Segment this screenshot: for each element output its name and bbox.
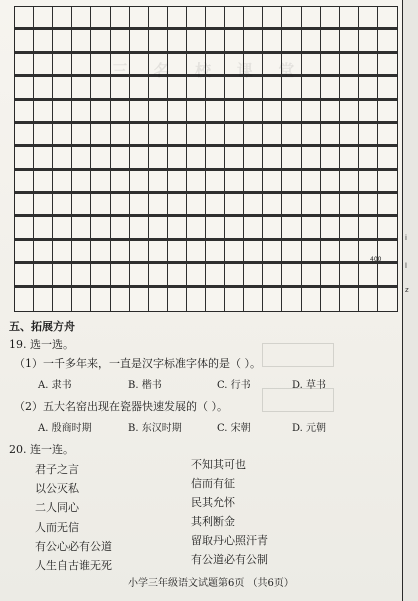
- grid-cell: [244, 147, 263, 170]
- grid-cell: [187, 241, 206, 264]
- grid-cell: [340, 171, 359, 194]
- grid-cell: [53, 147, 72, 170]
- grid-cell: [111, 124, 130, 147]
- grid-cell: [340, 217, 359, 240]
- grid-cell: [149, 217, 168, 240]
- grid-cell: [187, 147, 206, 170]
- grid-cell: [53, 77, 72, 100]
- grid-cell: [111, 217, 130, 240]
- grid-cell: [282, 30, 301, 53]
- grid-cell: [149, 30, 168, 53]
- grid-cell: [130, 241, 149, 264]
- grid-cell: [378, 54, 397, 77]
- grid-cell: [34, 241, 53, 264]
- grid-cell: [321, 77, 340, 100]
- grid-cell: [187, 171, 206, 194]
- grid-cell: [72, 171, 91, 194]
- grid-cell: [168, 124, 187, 147]
- grid-cell: [168, 30, 187, 53]
- grid-cell: [91, 264, 110, 287]
- grid-cell: [53, 54, 72, 77]
- grid-cell: [321, 7, 340, 30]
- grid-cell: [111, 171, 130, 194]
- grid-cell: [91, 7, 110, 30]
- grid-cell: [359, 7, 378, 30]
- word-count-mark: 400: [370, 256, 382, 263]
- question-19-2: （2）五大名窑出现在瓷器快速发展的（ ）。: [14, 400, 228, 413]
- grid-cell: [187, 7, 206, 30]
- grid-cell: [282, 288, 301, 311]
- q19-2-option-a: A. 殷商时期: [38, 423, 92, 434]
- grid-cell: [302, 77, 321, 100]
- grid-cell: [72, 77, 91, 100]
- grid-cell: [91, 241, 110, 264]
- grid-cell: [302, 101, 321, 124]
- match-left-item: 有公心必有公道: [35, 540, 112, 553]
- grid-cell: [72, 194, 91, 217]
- grid-cell: [187, 194, 206, 217]
- grid-cell: [302, 124, 321, 147]
- grid-cell: [378, 147, 397, 170]
- grid-cell: [187, 264, 206, 287]
- grid-cell: [168, 264, 187, 287]
- q19-2-option-b: B. 东汉时期: [128, 423, 182, 434]
- match-left-item: 人生自古谁无死: [35, 559, 112, 572]
- match-left-item: 君子之言: [35, 463, 79, 476]
- grid-cell: [15, 30, 34, 53]
- grid-cell: [15, 147, 34, 170]
- page-footer: 小学三年级语文试题第6页 （共6页）: [128, 578, 294, 589]
- grid-cell: [282, 264, 301, 287]
- grid-cell: [206, 101, 225, 124]
- grid-cell: [263, 7, 282, 30]
- grid-cell: [359, 217, 378, 240]
- grid-cell: [225, 288, 244, 311]
- grid-cell: [378, 171, 397, 194]
- grid-cell: [263, 30, 282, 53]
- grid-cell: [340, 77, 359, 100]
- composition-grid: [14, 6, 398, 312]
- grid-cell: [225, 194, 244, 217]
- grid-cell: [111, 101, 130, 124]
- grid-cell: [321, 147, 340, 170]
- grid-cell: [359, 77, 378, 100]
- grid-cell: [263, 171, 282, 194]
- grid-cell: [187, 101, 206, 124]
- grid-cell: [53, 194, 72, 217]
- grid-cell: [263, 194, 282, 217]
- q19-1-option-c: C. 行书: [217, 380, 251, 391]
- grid-cell: [302, 217, 321, 240]
- grid-cell: [15, 124, 34, 147]
- grid-cell: [263, 264, 282, 287]
- grid-cell: [378, 124, 397, 147]
- match-left-item: 人而无信: [35, 521, 79, 534]
- grid-cell: [302, 7, 321, 30]
- match-right-item: 信而有征: [191, 477, 235, 490]
- grid-cell: [91, 194, 110, 217]
- grid-cell: [206, 171, 225, 194]
- q19-1-option-d: D. 草书: [292, 380, 327, 391]
- match-left-item: 以公灭私: [35, 482, 79, 495]
- grid-cell: [321, 264, 340, 287]
- grid-cell: [225, 7, 244, 30]
- grid-cell: [34, 194, 53, 217]
- grid-cell: [340, 241, 359, 264]
- match-right-item: 留取丹心照汗青: [191, 534, 268, 547]
- grid-cell: [263, 147, 282, 170]
- grid-cell: [34, 101, 53, 124]
- grid-cell: [378, 217, 397, 240]
- grid-cell: [72, 288, 91, 311]
- grid-cell: [149, 101, 168, 124]
- grid-cell: [206, 30, 225, 53]
- grid-cell: [91, 77, 110, 100]
- grid-cell: [72, 147, 91, 170]
- grid-cell: [340, 264, 359, 287]
- grid-cell: [130, 194, 149, 217]
- grid-cell: [91, 147, 110, 170]
- grid-cell: [149, 124, 168, 147]
- grid-cell: [225, 124, 244, 147]
- grid-cell: [282, 147, 301, 170]
- grid-cell: [302, 194, 321, 217]
- grid-cell: [282, 241, 301, 264]
- grid-cell: [302, 147, 321, 170]
- grid-cell: [321, 217, 340, 240]
- show-through-text: 三 名 校 课 堂: [112, 61, 305, 80]
- grid-cell: [91, 30, 110, 53]
- grid-cell: [244, 30, 263, 53]
- grid-cell: [302, 241, 321, 264]
- grid-cell: [130, 147, 149, 170]
- grid-cell: [130, 288, 149, 311]
- grid-cell: [225, 101, 244, 124]
- grid-cell: [206, 147, 225, 170]
- grid-cell: [340, 54, 359, 77]
- grid-cell: [206, 288, 225, 311]
- q19-1-option-a: A. 隶书: [38, 380, 72, 391]
- grid-cell: [282, 217, 301, 240]
- grid-cell: [168, 241, 187, 264]
- grid-cell: [378, 194, 397, 217]
- grid-cell: [244, 171, 263, 194]
- grid-cell: [53, 217, 72, 240]
- edge-mark: l: [405, 262, 407, 270]
- grid-cell: [72, 54, 91, 77]
- grid-cell: [282, 171, 301, 194]
- grid-cell: [244, 194, 263, 217]
- grid-cell: [378, 101, 397, 124]
- grid-cell: [321, 171, 340, 194]
- match-right-item: 不知其可也: [191, 458, 246, 471]
- grid-cell: [225, 264, 244, 287]
- grid-cell: [244, 7, 263, 30]
- grid-cell: [378, 77, 397, 100]
- grid-cell: [72, 101, 91, 124]
- grid-cell: [15, 171, 34, 194]
- grid-cell: [72, 30, 91, 53]
- grid-cell: [321, 54, 340, 77]
- grid-cell: [149, 194, 168, 217]
- grid-cell: [225, 147, 244, 170]
- grid-cell: [168, 194, 187, 217]
- show-through-box: [262, 388, 334, 412]
- grid-cell: [111, 30, 130, 53]
- grid-cell: [378, 264, 397, 287]
- grid-cell: [130, 171, 149, 194]
- grid-cell: [168, 288, 187, 311]
- grid-cell: [206, 7, 225, 30]
- grid-cell: [53, 30, 72, 53]
- grid-cell: [34, 147, 53, 170]
- grid-cell: [149, 147, 168, 170]
- grid-cell: [282, 124, 301, 147]
- grid-cell: [130, 264, 149, 287]
- grid-cell: [168, 147, 187, 170]
- grid-cell: [359, 30, 378, 53]
- grid-cell: [187, 217, 206, 240]
- grid-cell: [149, 288, 168, 311]
- grid-cell: [34, 77, 53, 100]
- grid-cell: [91, 54, 110, 77]
- grid-cell: [359, 147, 378, 170]
- q19-1-option-b: B. 楷书: [128, 380, 162, 391]
- grid-cell: [168, 101, 187, 124]
- grid-cell: [340, 7, 359, 30]
- grid-cell: [225, 217, 244, 240]
- grid-cell: [53, 264, 72, 287]
- grid-cell: [111, 194, 130, 217]
- grid-cell: [359, 288, 378, 311]
- grid-cell: [168, 171, 187, 194]
- grid-cell: [168, 7, 187, 30]
- grid-cell: [244, 288, 263, 311]
- match-right-item: 有公道必有公制: [191, 553, 268, 566]
- grid-cell: [34, 30, 53, 53]
- grid-cell: [340, 194, 359, 217]
- grid-cell: [187, 30, 206, 53]
- grid-cell: [282, 194, 301, 217]
- grid-cell: [302, 288, 321, 311]
- grid-cell: [72, 7, 91, 30]
- grid-cell: [359, 171, 378, 194]
- grid-cell: [225, 171, 244, 194]
- grid-cell: [206, 264, 225, 287]
- grid-cell: [149, 171, 168, 194]
- grid-cell: [244, 124, 263, 147]
- grid-cell: [340, 147, 359, 170]
- match-left-item: 二人同心: [35, 501, 79, 514]
- adjacent-page-edge: [402, 0, 418, 601]
- grid-cell: [359, 124, 378, 147]
- match-right-item: 民其允怀: [191, 496, 235, 509]
- grid-cell: [206, 124, 225, 147]
- grid-cell: [53, 7, 72, 30]
- grid-cell: [72, 264, 91, 287]
- grid-cell: [321, 288, 340, 311]
- grid-cell: [91, 288, 110, 311]
- grid-cell: [263, 124, 282, 147]
- question-19-title: 19. 选一选。: [9, 338, 74, 351]
- grid-cell: [378, 288, 397, 311]
- grid-cell: [359, 101, 378, 124]
- edge-mark: i: [405, 234, 407, 242]
- grid-cell: [378, 30, 397, 53]
- grid-cell: [91, 124, 110, 147]
- grid-cell: [91, 217, 110, 240]
- grid-cell: [263, 288, 282, 311]
- question-20-title: 20. 连一连。: [9, 443, 74, 456]
- grid-cell: [244, 217, 263, 240]
- grid-cell: [53, 171, 72, 194]
- grid-cell: [15, 77, 34, 100]
- grid-cell: [340, 30, 359, 53]
- grid-cell: [149, 7, 168, 30]
- grid-cell: [340, 124, 359, 147]
- grid-cell: [130, 124, 149, 147]
- grid-cell: [34, 171, 53, 194]
- grid-cell: [302, 264, 321, 287]
- grid-cell: [321, 101, 340, 124]
- grid-cell: [111, 241, 130, 264]
- edge-mark: z: [405, 286, 409, 294]
- grid-cell: [91, 171, 110, 194]
- grid-cell: [263, 101, 282, 124]
- grid-cell: [244, 241, 263, 264]
- grid-cell: [53, 288, 72, 311]
- grid-cell: [34, 217, 53, 240]
- grid-cell: [34, 124, 53, 147]
- grid-cell: [282, 101, 301, 124]
- grid-cell: [263, 241, 282, 264]
- grid-cell: [15, 264, 34, 287]
- grid-cell: [111, 7, 130, 30]
- section-title: 五、拓展方舟: [9, 320, 75, 333]
- grid-cell: [15, 288, 34, 311]
- grid-cell: [244, 264, 263, 287]
- grid-cell: [168, 217, 187, 240]
- grid-cell: [72, 124, 91, 147]
- grid-cell: [340, 288, 359, 311]
- grid-cell: [53, 241, 72, 264]
- grid-cell: [206, 194, 225, 217]
- q19-2-option-c: C. 宋朝: [217, 423, 251, 434]
- grid-cell: [321, 124, 340, 147]
- grid-cell: [34, 54, 53, 77]
- grid-cell: [263, 217, 282, 240]
- grid-cell: [72, 241, 91, 264]
- grid-cell: [225, 30, 244, 53]
- grid-cell: [340, 101, 359, 124]
- grid-cell: [149, 241, 168, 264]
- grid-cell: [321, 194, 340, 217]
- grid-cell: [244, 101, 263, 124]
- grid-cell: [206, 241, 225, 264]
- grid-cell: [302, 30, 321, 53]
- grid-cell: [206, 217, 225, 240]
- grid-cell: [111, 264, 130, 287]
- grid-cell: [72, 217, 91, 240]
- grid-cell: [130, 217, 149, 240]
- grid-cell: [15, 54, 34, 77]
- grid-cell: [149, 264, 168, 287]
- grid-cell: [302, 54, 321, 77]
- grid-cell: [321, 30, 340, 53]
- grid-cell: [15, 217, 34, 240]
- grid-cell: [15, 194, 34, 217]
- grid-cell: [130, 7, 149, 30]
- grid-cell: [282, 7, 301, 30]
- grid-cell: [359, 264, 378, 287]
- grid-cell: [359, 54, 378, 77]
- show-through-box: [262, 343, 334, 367]
- grid-cell: [111, 147, 130, 170]
- grid-cell: [321, 241, 340, 264]
- grid-cell: [187, 288, 206, 311]
- grid-cell: [91, 101, 110, 124]
- grid-cell: [111, 288, 130, 311]
- q19-2-option-d: D. 元朝: [292, 423, 327, 434]
- grid-cell: [53, 124, 72, 147]
- grid-cell: [34, 7, 53, 30]
- grid-cell: [130, 101, 149, 124]
- grid-cell: [378, 7, 397, 30]
- grid-cell: [225, 241, 244, 264]
- grid-cell: [15, 7, 34, 30]
- match-right-item: 其利断金: [191, 515, 235, 528]
- grid-cell: [187, 124, 206, 147]
- grid-cell: [15, 101, 34, 124]
- grid-cell: [302, 171, 321, 194]
- question-19-1: （1）一千多年来，一直是汉字标准字体的是（ ）。: [14, 357, 261, 370]
- grid-cell: [359, 194, 378, 217]
- grid-cell: [34, 264, 53, 287]
- grid-cell: [34, 288, 53, 311]
- grid-cell: [15, 241, 34, 264]
- grid-cell: [130, 30, 149, 53]
- grid-cell: [53, 101, 72, 124]
